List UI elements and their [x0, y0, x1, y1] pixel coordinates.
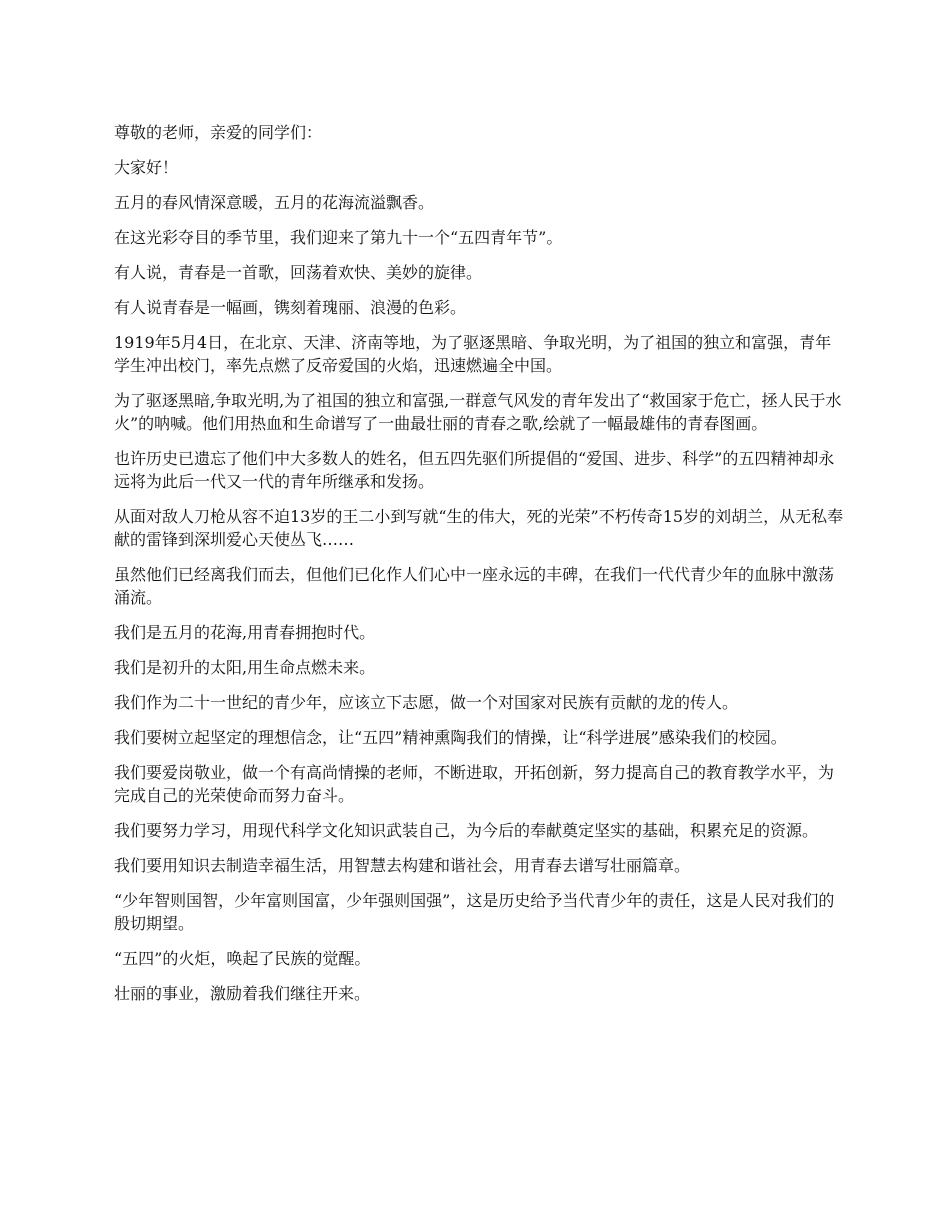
- paragraph-closing: 壮丽的事业，激励着我们继往开来。: [114, 984, 371, 1003]
- paragraph: 我们要用知识去制造幸福生活，用智慧去构建和谐社会，用青春去谱写壮丽篇章。: [114, 856, 691, 875]
- paragraph: 我们是初升的太阳,用生命点燃未来。: [114, 658, 376, 677]
- paragraph-salutation: 尊敬的老师，亲爱的同学们：: [114, 123, 323, 142]
- paragraph: 我们要树立起坚定的理想信念，让“五四”精神熏陶我们的情操，让“科学进展”感染我们的校园。: [114, 728, 787, 747]
- paragraph: 1919年5月4日，在北京、天津、济南等地，为了驱逐黑暗、争取光明，为了祖国的独立和富强，青年学生冲出校门，率先点燃了反帝爱国的火焰，迅速燃遍全中国。: [114, 333, 832, 375]
- paragraph: 有人说青春是一幅画，镌刻着瑰丽、浪漫的色彩。: [114, 298, 467, 317]
- paragraph: 虽然他们已经离我们而去，但他们已化作人们心中一座永远的丰碑，在我们一代代青少年的血脉中激荡涌流。: [114, 565, 835, 607]
- paragraph: 为了驱逐黑暗,争取光明,为了祖国的独立和富强,一群意气风发的青年发出了“救国家于危亡，拯人民于水火”的呐喊。他们用热血和生命谱写了一曲最壮丽的青春之歌,绘就了一幅最雄伟的青春图画。: [114, 391, 842, 433]
- document-body: [114, 121, 844, 1017]
- paragraph: 我们要努力学习，用现代科学文化知识武装自己，为今后的奉献奠定坚实的基础，积累充足的资源。: [114, 821, 819, 840]
- paragraph: 五月的春风情深意暖，五月的花海流溢飘香。: [114, 193, 435, 212]
- paragraph: “五四”的火炬，唤起了民族的觉醒。: [114, 949, 371, 968]
- paragraph: 从面对敌人刀枪从容不迫13岁的王二小到写就“生的伟大，死的光荣”不朽传奇15岁的刘胡兰，从无私奉献的雷锋到深圳爱心天使丛飞……: [114, 507, 844, 549]
- paragraph-greeting: 大家好！: [114, 158, 179, 177]
- paragraph: 我们要爱岗敬业，做一个有高尚情操的老师，不断进取，开拓创新，努力提高自己的教育教学水平，为完成自己的光荣使命而努力奋斗。: [114, 763, 835, 805]
- paragraph: 我们是五月的花海,用青春拥抱时代。: [114, 623, 376, 642]
- paragraph: 也许历史已遗忘了他们中大多数人的姓名，但五四先驱们所提倡的“爱国、进步、科学”的五四精神却永远将为此后一代又一代的青年所继承和发扬。: [114, 449, 835, 491]
- paragraph: 有人说，青春是一首歌，回荡着欢快、美妙的旋律。: [114, 263, 483, 282]
- paragraph: “少年智则国智，少年富则国富，少年强则国强”，这是历史给予当代青少年的责任，这是人民对我们的殷切期望。: [114, 891, 835, 933]
- paragraph: 在这光彩夺目的季节里，我们迎来了第九十一个“五四青年节”。: [114, 228, 563, 247]
- paragraph: 我们作为二十一世纪的青少年，应该立下志愿，做一个对国家对民族有贡献的龙的传人。: [114, 693, 739, 712]
